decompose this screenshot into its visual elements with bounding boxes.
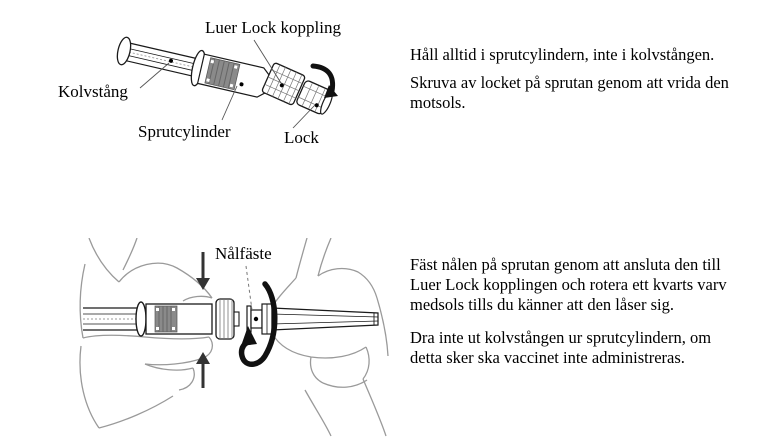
needle-assembly — [247, 304, 378, 334]
text-line: Skruva av locket på sprutan genom att vrida den — [410, 73, 729, 92]
text-line: motsols. — [410, 93, 466, 112]
label-kolvstang: Kolvstång — [58, 82, 128, 101]
needle-attachment-illustration — [75, 238, 395, 438]
right-hand — [269, 238, 388, 436]
press-up-arrow — [196, 352, 210, 388]
text-line: detta sker ska vaccinet inte administreras. — [410, 348, 685, 367]
step2-needle-diagram — [75, 238, 395, 438]
plunger-rod — [83, 308, 137, 330]
step1-instructions — [410, 45, 759, 113]
text-line: Dra inte ut kolvstången ur sprutcylindern, om — [410, 328, 712, 347]
text-line: Fäst nålen på sprutan genom att ansluta den till — [410, 255, 721, 274]
rubber-stopper — [155, 306, 177, 332]
label-nalfaste: Nålfäste — [215, 244, 272, 263]
step2-instructions — [410, 255, 759, 368]
step2-paragraph-1 — [410, 255, 759, 315]
syringe-horizontal — [83, 299, 239, 339]
luer-lock-collar — [216, 299, 234, 339]
step1-paragraph-1 — [410, 45, 759, 65]
label-lock: Lock — [284, 128, 319, 147]
text-line: medsols tills du känner att den låser sig. — [410, 295, 674, 314]
nalfaste-leader-line — [246, 266, 252, 310]
step1-paragraph-2 — [410, 73, 759, 113]
nalfaste-pointer-dot — [254, 317, 258, 321]
label-sprutcylinder: Sprutcylinder — [138, 122, 231, 141]
text-line: Luer Lock kopplingen och rotera ett kvarts varv — [410, 275, 727, 294]
text-line: Håll alltid i sprutcylindern, inte i kolvstången. — [410, 45, 715, 64]
press-down-arrow — [196, 252, 210, 290]
syringe-body-group — [114, 32, 271, 101]
needle-cap — [272, 308, 378, 330]
plunger-rod — [127, 43, 198, 76]
step2-paragraph-2 — [410, 328, 759, 368]
luer-tip — [234, 312, 239, 326]
label-luer-lock-koppling: Luer Lock koppling — [205, 18, 341, 37]
barrel-flange — [136, 302, 146, 336]
step1-syringe-diagram — [40, 8, 370, 158]
